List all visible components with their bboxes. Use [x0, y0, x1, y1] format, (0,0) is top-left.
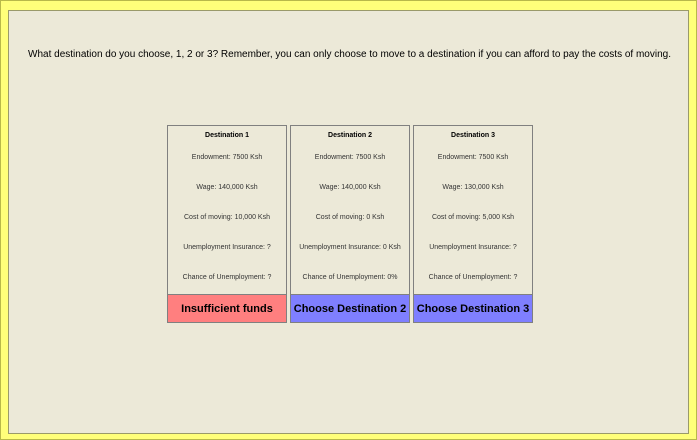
choose-destination-3-button[interactable]: Choose Destination 3: [413, 295, 533, 323]
destination-card-2: [290, 125, 410, 323]
wage-text: Wage: 130,000 Ksh: [442, 184, 504, 191]
destination-card-1: [167, 125, 287, 323]
unemployment-chance-text: Chance of Unemployment: ?: [182, 274, 272, 281]
unemployment-chance-text: Chance of Unemployment: 0%: [302, 274, 398, 281]
insufficient-funds-button[interactable]: Insufficient funds: [167, 295, 287, 323]
unemployment-chance-text: Chance of Unemployment: ?: [428, 274, 518, 281]
destination-info-box: [413, 125, 533, 295]
moving-cost-text: Cost of moving: 0 Ksh: [315, 214, 385, 221]
destination-cards: [167, 125, 533, 323]
moving-cost-text: Cost of moving: 5,000 Ksh: [431, 214, 515, 221]
wage-text: Wage: 140,000 Ksh: [319, 184, 381, 191]
moving-cost-text: Cost of moving: 10,000 Ksh: [184, 214, 270, 221]
endowment-text: Endowment: 7500 Ksh: [437, 154, 509, 161]
destination-title: Destination 3: [451, 132, 495, 139]
endowment-text: Endowment: 7500 Ksh: [191, 154, 263, 161]
wage-text: Wage: 140,000 Ksh: [196, 184, 258, 191]
destination-info-box: [167, 125, 287, 295]
endowment-text: Endowment: 7500 Ksh: [314, 154, 386, 161]
choice-panel: [8, 10, 689, 434]
unemployment-insurance-text: Unemployment Insurance: ?: [429, 244, 517, 251]
destination-title: Destination 1: [205, 132, 249, 139]
choose-destination-2-button[interactable]: Choose Destination 2: [290, 295, 410, 323]
destination-card-3: [413, 125, 533, 323]
destination-info-box: [290, 125, 410, 295]
question-text: What destination do you choose, 1, 2 or 3? Remember, you can only choose to move to a destination if you can afford to pay the costs of moving.: [28, 49, 671, 60]
unemployment-insurance-text: Unemployment Insurance: 0 Ksh: [299, 244, 401, 251]
unemployment-insurance-text: Unemployment Insurance: ?: [183, 244, 271, 251]
destination-title: Destination 2: [328, 132, 372, 139]
